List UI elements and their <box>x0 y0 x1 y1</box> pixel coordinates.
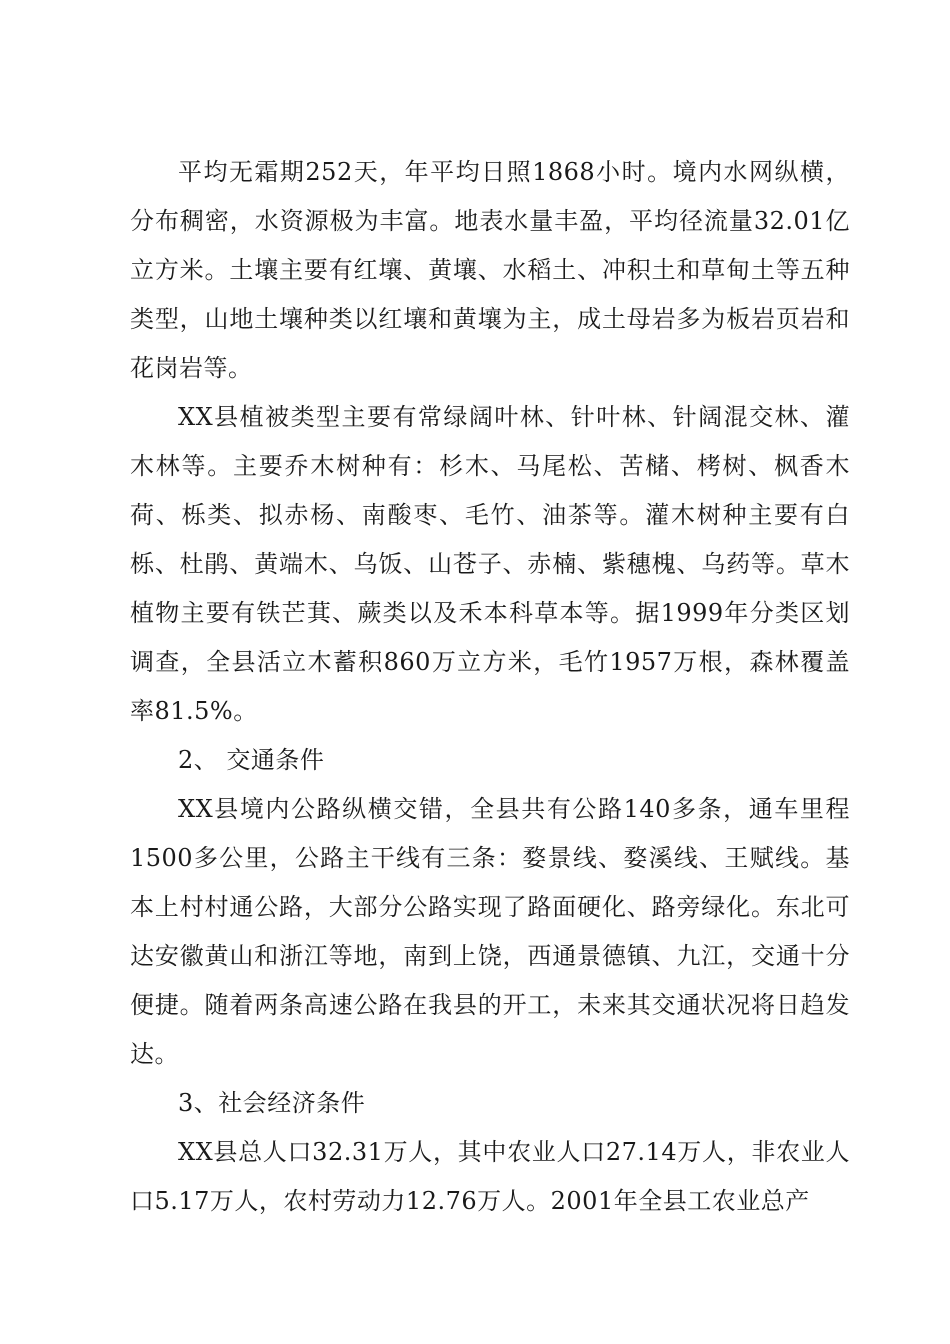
section-heading-socioeconomic: 3、社会经济条件 <box>178 1089 366 1117</box>
paragraph-transport: XX县境内公路纵横交错，全县共有公路140多条，通车里程1500多公里，公路主干线有三条：婺景线、婺溪线、王赋线。基本上村村通公路，大部分公路实现了路面硬化、路旁绿化。东北可达安徽黄山和浙江等地，南到上饶，西通景德镇、九江，交通十分便捷。随着两条高速公路在我县的开工，未来其交通状况将日趋发达。 <box>130 795 850 1068</box>
paragraph-socioeconomic: XX县总人口32.31万人，其中农业人口27.14万人，非农业人口5.17万人，农村劳动力12.76万人。2001年全县工农业总产 <box>130 1138 850 1215</box>
section-heading-transport: 2、 交通条件 <box>178 746 325 774</box>
paragraph-vegetation: XX县植被类型主要有常绿阔叶林、针叶林、针阔混交林、灌木林等。主要乔木树种有：杉木、马尾松、苦槠、栲树、枫香木荷、栎类、拟赤杨、南酸枣、毛竹、油茶等。灌木树种主要有白栎、杜鹃、黄端木、乌饭、山苍子、赤楠、紫穗槐、乌药等。草木植物主要有铁芒萁、蕨类以及禾本科草本等。据1999年分类区划调查，全县活立木蓄积860万立方米，毛竹1957万根，森林覆盖率81.5%。 <box>130 403 850 725</box>
paragraph-climate-soil: 平均无霜期252天，年平均日照1868小时。境内水网纵横，分布稠密，水资源极为丰富。地表水量丰盈，平均径流量32.01亿立方米。土壤主要有红壤、黄壤、水稻土、冲积土和草甸土等五种类型，山地土壤种类以红壤和黄壤为主，成土母岩多为板岩页岩和花岗岩等。 <box>130 158 850 382</box>
document-body <box>130 148 850 1226</box>
